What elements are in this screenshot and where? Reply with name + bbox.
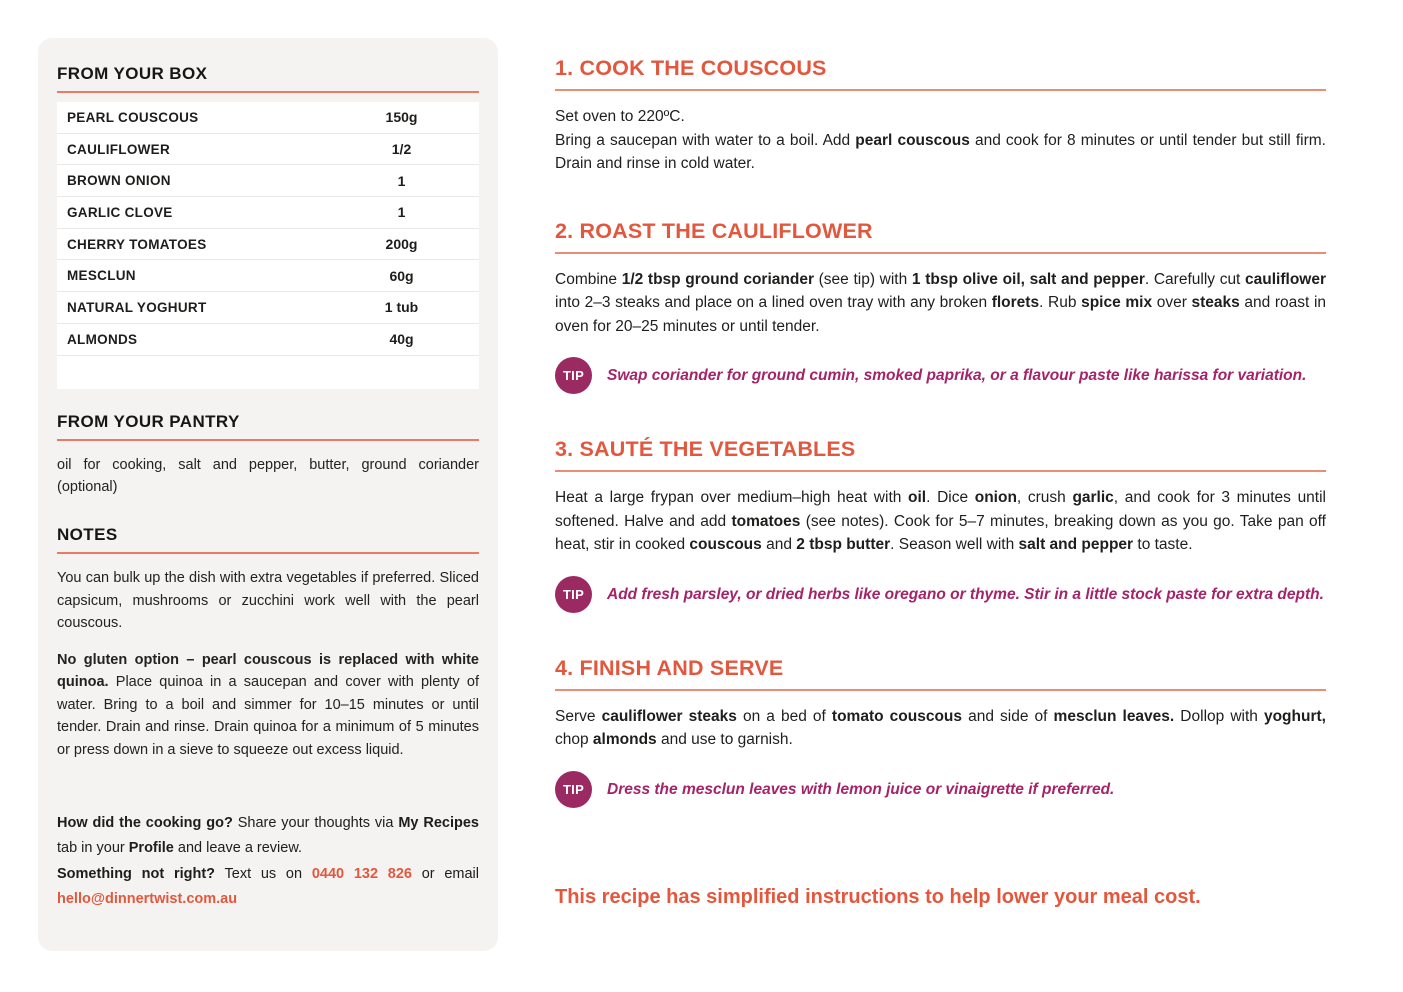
phone-link[interactable]: 0440 132 826 (311, 865, 412, 882)
step-section-3 (555, 437, 1326, 613)
text-run: Text us on (215, 865, 312, 882)
text-run: Share your thoughts via (232, 815, 399, 832)
bold-text-run: yoghurt, (1263, 707, 1326, 725)
bold-text-run: Profile (128, 840, 174, 857)
tip-badge: TIP (555, 576, 592, 613)
text-run: over (1152, 294, 1192, 312)
text-run: and use to garnish. (656, 731, 793, 749)
text-run: into 2–3 steaks and place on a lined oven tray with any broken (555, 294, 992, 312)
table-row (57, 197, 479, 229)
instructions-column (555, 56, 1326, 909)
table-row (57, 260, 479, 292)
step-paragraph (555, 129, 1326, 176)
text-run: (see tip) with (813, 270, 912, 288)
text-run: to taste. (1133, 536, 1193, 554)
step-paragraph (555, 486, 1326, 557)
text-run: Dollop with (1174, 707, 1264, 725)
text-run: , crush (1016, 489, 1073, 507)
bold-text-run: spice mix (1081, 294, 1153, 312)
ingredient-qty: 40g (389, 331, 414, 348)
step-section-4 (555, 656, 1326, 808)
text-run: Place quinoa in a saucepan and cover with plenty of water. Bring to a boil and simmer for 10–15 minutes or until tender. Drain and rinse. Drain quinoa for a minimum of 5 minutes or press down in a sieve to squeeze out excess liquid. (57, 674, 479, 758)
text-run: , and cook for 3 minutes until softened. Halve and add (555, 489, 1327, 530)
step-title: 3. SAUTÉ THE VEGETABLES (555, 437, 856, 462)
bold-text-run: tomato couscous (831, 707, 963, 725)
text-run: Combine (555, 270, 622, 288)
text-run: . Season well with (890, 536, 1019, 554)
bold-text-run: mesclun leaves. (1053, 707, 1175, 725)
step-title: 4. FINISH AND SERVE (555, 655, 784, 680)
simplified-instructions-note: This recipe has simplified instructions to help lower your meal cost. (555, 886, 1201, 909)
ingredient-qty: 60g (389, 267, 414, 284)
from-your-box-table (57, 102, 479, 389)
text-run: . Dice (926, 489, 975, 507)
table-row (57, 102, 479, 134)
tip-callout (555, 576, 1326, 613)
from-your-pantry-rule (57, 439, 479, 441)
ingredient-qty: 1 (397, 172, 406, 189)
text-run: and side of (962, 707, 1054, 725)
text-run: Set oven to 220ºC. (555, 108, 685, 125)
table-row (57, 165, 479, 197)
bold-text-run: onion (974, 489, 1017, 507)
ingredient-name: PEARL COUSCOUS (67, 109, 199, 125)
notes-paragraph-2 (57, 649, 479, 761)
ingredient-qty: 1 tub (384, 299, 419, 316)
tip-text: Dress the mesclun leaves with lemon juice or vinaigrette if preferred. (607, 781, 1115, 799)
bold-text-run: oil (908, 489, 927, 507)
text-run: (see notes). Cook for 5–7 minutes, breaking down as you go. Take pan off heat, stir in cooked (555, 512, 1326, 554)
table-row (57, 292, 479, 324)
ingredient-qty: 1/2 (391, 141, 412, 158)
feedback-line-1 (57, 811, 479, 861)
bold-text-run: 2 tbsp butter (796, 536, 891, 554)
text-run: tab in your (57, 840, 129, 857)
ingredient-name: ALMONDS (67, 331, 138, 347)
bold-text-run: almonds (592, 731, 657, 749)
step-paragraph (555, 705, 1326, 752)
bold-text-run: florets (991, 294, 1040, 312)
step-rule (555, 89, 1326, 91)
tip-badge: TIP (555, 771, 592, 808)
ingredient-name: GARLIC CLOVE (67, 204, 173, 220)
bold-text-run: salt and pepper (1018, 536, 1134, 554)
table-spacer (57, 356, 479, 389)
tip-text: Swap coriander for ground cumin, smoked paprika, or a flavour paste like harissa for variation. (607, 367, 1307, 385)
ingredient-qty: 1 (397, 204, 406, 221)
step-paragraph (555, 268, 1326, 339)
bold-text-run: cauliflower (1245, 270, 1326, 288)
feedback-line-2 (57, 862, 479, 912)
step-rule (555, 689, 1326, 691)
tip-callout (555, 357, 1326, 394)
bold-text-run: couscous (689, 536, 762, 554)
feedback-block (57, 811, 479, 912)
email-link[interactable]: hello@dinnertwist.com.au (57, 890, 238, 907)
ingredient-name: NATURAL YOGHURT (67, 299, 207, 315)
tip-badge: TIP (555, 357, 592, 394)
pantry-text: oil for cooking, salt and pepper, butter, ground coriander (optional) (57, 456, 479, 495)
notes-rule (57, 552, 479, 554)
text-run: or email (411, 865, 479, 882)
text-run: Heat a large frypan over medium–high heat with (555, 489, 909, 507)
step-rule (555, 252, 1326, 254)
text-run: chop (555, 731, 593, 749)
ingredient-name: CAULIFLOWER (67, 141, 171, 157)
step-paragraph (555, 105, 1326, 129)
ingredients-card (38, 38, 498, 951)
from-your-box-rule (57, 91, 479, 93)
bold-text-run: 1/2 tbsp ground coriander (621, 270, 814, 288)
bold-text-run: 1 tbsp olive oil, salt and pepper (911, 270, 1145, 288)
table-row (57, 324, 479, 356)
bold-text-run: pearl couscous (855, 131, 970, 149)
tip-text: Add fresh parsley, or dried herbs like oregano or thyme. Stir in a little stock paste for extra depth. (607, 585, 1324, 603)
ingredient-name: BROWN ONION (67, 173, 171, 189)
bold-text-run: Something not right? (57, 865, 216, 882)
tip-callout (555, 771, 1326, 808)
text-run: and (761, 536, 797, 554)
ingredient-qty: 200g (385, 236, 418, 253)
text-run: on a bed of (736, 707, 832, 725)
notes-paragraph-1: You can bulk up the dish with extra vegetables if preferred. Sliced capsicum, mushrooms or zucchini work well with the pearl couscous. (57, 570, 479, 632)
from-your-box-title: FROM YOUR BOX (57, 64, 208, 83)
text-run: . Carefully cut (1144, 270, 1246, 288)
text-run: and roast in oven for 20–25 minutes or until tender. (555, 294, 1327, 335)
text-run: Serve (555, 707, 602, 725)
notes-title: NOTES (57, 525, 118, 545)
step-section-1 (555, 56, 1326, 176)
step-rule (555, 470, 1326, 472)
bold-text-run: garlic (1072, 489, 1114, 507)
table-row (57, 134, 479, 166)
text-run: Bring a saucepan with water to a boil. Add (555, 131, 856, 149)
text-run: . Rub (1039, 294, 1082, 312)
text-run: and leave a review. (173, 840, 303, 857)
from-your-pantry-title: FROM YOUR PANTRY (57, 411, 240, 431)
bold-text-run: My Recipes (398, 815, 479, 832)
bold-text-run: steaks (1191, 294, 1240, 312)
step-section-2 (555, 219, 1326, 395)
bold-text-run: No gluten option – pearl couscous is replaced with white quinoa. (57, 651, 479, 691)
step-title: 1. COOK THE COUSCOUS (555, 56, 827, 80)
bold-text-run: How did the cooking go? (57, 815, 233, 832)
ingredient-name: MESCLUN (67, 268, 136, 284)
table-row (57, 229, 479, 261)
bold-text-run: cauliflower steaks (601, 707, 737, 725)
step-title: 2. ROAST THE CAULIFLOWER (555, 218, 873, 243)
ingredient-qty: 150g (385, 109, 418, 126)
text-run: and cook for 8 minutes or until tender but still firm. Drain and rinse in cold water. (555, 131, 1326, 173)
ingredient-name: CHERRY TOMATOES (67, 236, 207, 252)
bold-text-run: tomatoes (731, 512, 801, 530)
